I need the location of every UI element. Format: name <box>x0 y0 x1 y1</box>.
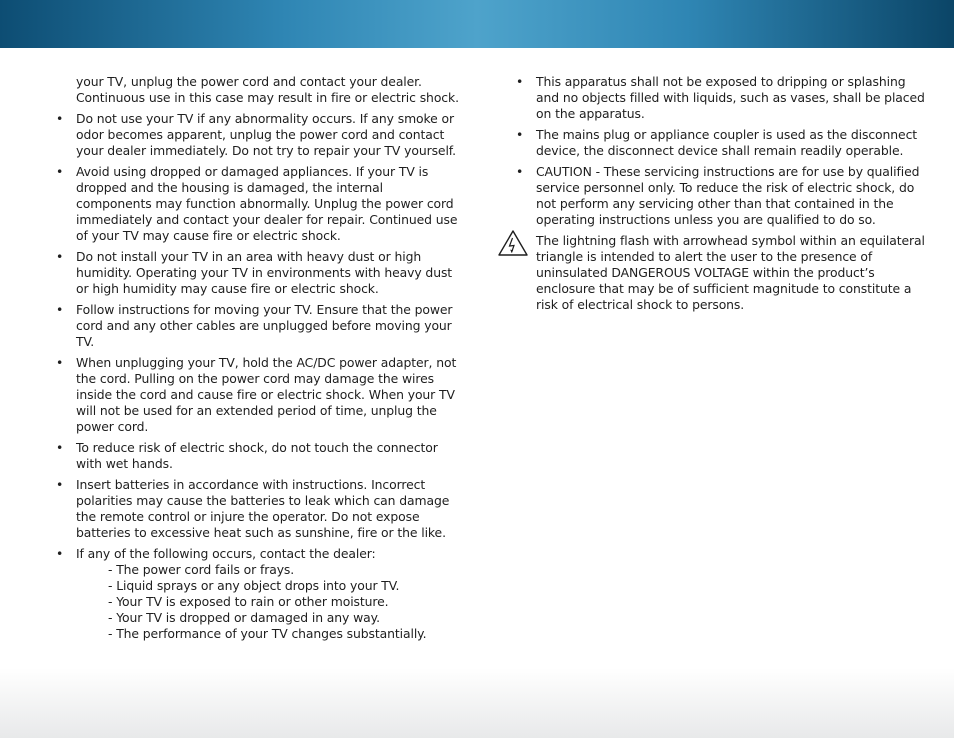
bullet-marker: • <box>56 164 64 179</box>
list-item-text: If any of the following occurs, contact the dealer: <box>76 546 376 561</box>
list-item <box>56 164 462 244</box>
right-column <box>516 74 926 313</box>
list-item-text: Avoid using dropped or damaged appliances. If your TV is dropped and the housing is damaged, the internal components may function abnormally. Unplug the power cord immediately and contact your dealer for repair. Continued use of your TV may cause fire or electric shock. <box>76 164 458 243</box>
bullet-marker: • <box>56 546 64 561</box>
sub-list-item: - The performance of your TV changes substantially. <box>108 626 427 641</box>
sub-list-item: - The power cord fails or frays. <box>108 562 295 577</box>
list-item <box>56 477 462 541</box>
bullet-marker: • <box>516 127 524 142</box>
header-bar <box>0 0 954 48</box>
sub-list-item: - Liquid sprays or any object drops into your TV. <box>108 578 400 593</box>
list-item-text: Do not use your TV if any abnormality occurs. If any smoke or odor becomes apparent, unplug the power cord and contact your dealer immediately. Do not try to repair your TV yourself. <box>76 111 456 158</box>
list-item <box>516 164 926 228</box>
list-item-text: When unplugging your TV, hold the AC/DC power adapter, not the cord. Pulling on the power cord may damage the wires inside the cord and cause fire or electric shock. When your TV will not be used for an extended period of time, unplug the power cord. <box>76 355 457 434</box>
sub-list-item: - Your TV is exposed to rain or other moisture. <box>108 594 389 609</box>
list-item-text: The mains plug or appliance coupler is used as the disconnect device, the disconnect device shall remain readily operable. <box>536 127 918 158</box>
list-item <box>56 355 462 435</box>
sub-list <box>76 562 462 642</box>
warning-text: The lightning flash with arrowhead symbol within an equilateral triangle is intended to alert the user to the presence of uninsulated DANGEROUS VOLTAGE within the product’s enclosure that may be of sufficient magnitude to constitute a risk of electrical shock to persons. <box>536 233 925 312</box>
continuation-paragraph: your TV, unplug the power cord and contact your dealer. Continuous use in this case may result in fire or electric shock. <box>76 74 459 105</box>
list-item-text: This apparatus shall not be exposed to dripping or splashing and no objects filled with liquids, such as vases, shall be placed on the apparatus. <box>536 74 925 121</box>
list-item-text: Follow instructions for moving your TV. Ensure that the power cord and any other cables are unplugged before moving your TV. <box>76 302 453 349</box>
bullet-marker: • <box>56 477 64 492</box>
left-column <box>56 74 462 647</box>
warning-item <box>516 233 926 313</box>
list-item-text: CAUTION - These servicing instructions are for use by qualified service personnel only. To reduce the risk of electric shock, do not perform any servicing other than that contained in the operating instructions unless you are qualified to do so. <box>536 164 920 227</box>
sub-list-item: - Your TV is dropped or damaged in any way. <box>108 610 380 625</box>
bullet-marker: • <box>516 164 524 179</box>
list-item <box>56 302 462 350</box>
list-item <box>56 546 462 642</box>
footer-fade <box>0 668 954 738</box>
bullet-marker: • <box>56 111 64 126</box>
list-item-text: To reduce risk of electric shock, do not touch the connector with wet hands. <box>76 440 438 471</box>
bullet-marker: • <box>56 302 64 317</box>
list-item <box>56 111 462 159</box>
list-item-text: Do not install your TV in an area with heavy dust or high humidity. Operating your TV in environments with heavy dust or high humidity may cause fire or electric shock. <box>76 249 453 296</box>
bullet-marker: • <box>56 355 64 370</box>
bullet-marker: • <box>56 440 64 455</box>
list-item <box>56 249 462 297</box>
list-item <box>56 440 462 472</box>
bullet-marker: • <box>56 249 64 264</box>
list-item-text: Insert batteries in accordance with instructions. Incorrect polarities may cause the batteries to leak which can damage the remote control or injure the operator. Do not expose batteries to excessive heat such as sunshine, fire or the like. <box>76 477 450 540</box>
list-item <box>516 74 926 122</box>
bullet-marker: • <box>516 74 524 89</box>
list-item <box>516 127 926 159</box>
lightning-triangle-icon <box>497 229 529 257</box>
